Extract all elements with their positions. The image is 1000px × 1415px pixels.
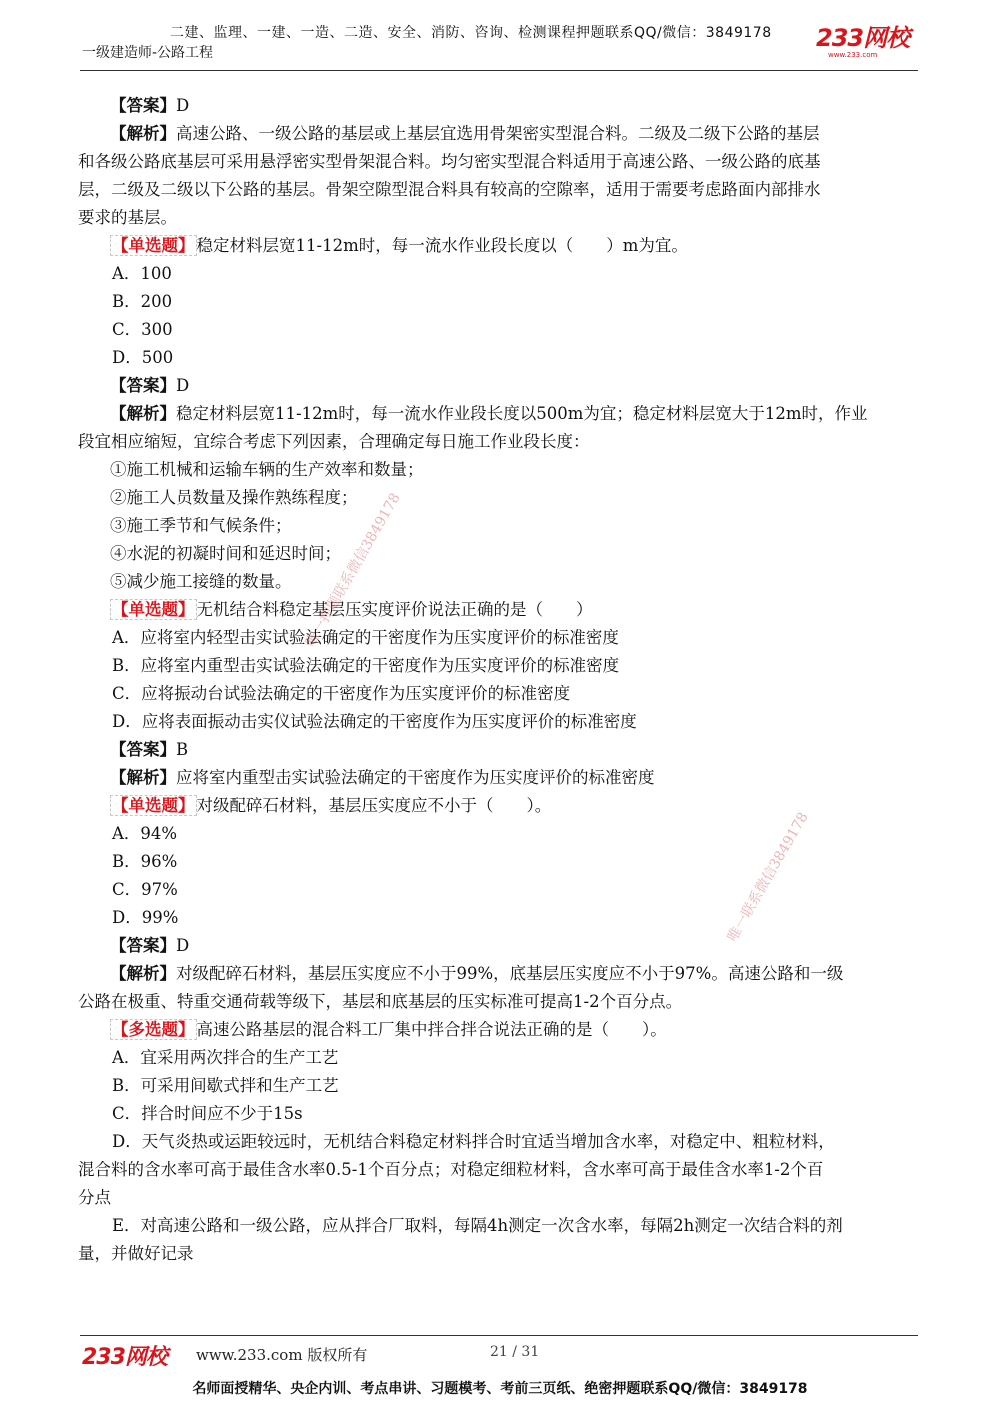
- analysis-factor: ①施工机械和运输车辆的生产效率和数量；: [110, 460, 424, 479]
- analysis-line: [78, 960, 926, 988]
- footer-contact-line: 名师面授精华、央企内训、考点串讲、习题模考、考前三页纸、绝密押题联系QQ/微信：3849178: [192, 1381, 808, 1397]
- analysis-label: 【解析】: [110, 964, 176, 983]
- question-option: D．500: [112, 348, 174, 367]
- analysis-label: 【解析】: [110, 124, 176, 143]
- page-number: 21 / 31: [490, 1344, 540, 1360]
- question-option: D．应将表面振动击实仪试验法确定的干密度作为压实度评价的标准密度: [112, 712, 637, 731]
- question-option-continued: 分点: [78, 1188, 111, 1207]
- answer-label: 【答案】: [110, 936, 176, 955]
- analysis-text: 稳定材料层宽11-12m时，每一流水作业段长度以500m为宜；稳定材料层宽大于12m时，作业: [176, 404, 868, 423]
- question-option: D．天气炎热或运距较远时，无机结合料稳定材料拌合时宜适当增加含水率，对稳定中、粗粒材料，: [112, 1132, 835, 1151]
- analysis-factor: ④水泥的初凝时间和延迟时间；: [110, 544, 341, 563]
- question-text: 稳定材料层宽11-12m时，每一流水作业段长度以（ ）m为宜。: [196, 236, 688, 255]
- analysis-text: 公路在极重、特重交通荷载等级下，基层和底基层的压实标准可提高1-2个百分点。: [78, 992, 683, 1011]
- question-option: B．96%: [112, 852, 178, 871]
- analysis-text: 应将室内重型击实试验法确定的干密度作为压实度评价的标准密度: [176, 768, 655, 787]
- answer-label: 【答案】: [110, 376, 176, 395]
- header-contact-line: 二建、监理、一建、一造、二造、安全、消防、咨询、检测课程押题联系QQ/微信：3849178: [170, 25, 772, 41]
- answer-value: D: [176, 376, 190, 395]
- question-option-continued: 混合料的含水率可高于最佳含水率0.5-1个百分点；对稳定细粒材料，含水率可高于最佳含水率1-2个百: [78, 1160, 824, 1179]
- analysis-label: 【解析】: [110, 768, 176, 787]
- question-option-continued: 量，并做好记录: [78, 1244, 194, 1263]
- answer-line: [78, 736, 926, 764]
- question-type-tag: 【单选题】: [112, 600, 195, 619]
- analysis-line: [78, 120, 926, 148]
- answer-line: [78, 932, 926, 960]
- analysis-line: [78, 400, 926, 428]
- analysis-text: 层，二级及二级以下公路的基层。骨架空隙型混合料具有较高的空隙率，适用于需要考虑路面内部排水: [78, 180, 821, 199]
- analysis-text: 高速公路、一级公路的基层或上基层宜选用骨架密实型混合料。二级及二级下公路的基层: [176, 124, 820, 143]
- question-type-tag: 【多选题】: [112, 1020, 195, 1039]
- analysis-factor: ②施工人员数量及操作熟练程度；: [110, 488, 358, 507]
- question-option: C．97%: [112, 880, 178, 899]
- question-stem: [78, 596, 926, 624]
- brand-logo-url: www.233.com: [828, 51, 878, 59]
- watermark-text: 唯一押题联系微信3849178: [302, 490, 404, 650]
- question-option: B．可采用间歇式拌和生产工艺: [112, 1076, 339, 1095]
- analysis-factor: ⑤减少施工接缝的数量。: [110, 572, 292, 591]
- brand-logo-text: 233网校: [816, 24, 910, 52]
- question-option: A．应将室内轻型击实试验法确定的干密度作为压实度评价的标准密度: [112, 628, 619, 647]
- question-option: A．100: [112, 264, 172, 283]
- footer-divider: [80, 1335, 918, 1336]
- answer-value: D: [176, 936, 190, 955]
- question-type-tag: 【单选题】: [112, 236, 195, 255]
- answer-line: [78, 92, 926, 120]
- header-subject: 一级建造师-公路工程: [82, 45, 214, 61]
- question-option: C．300: [112, 320, 173, 339]
- analysis-label: 【解析】: [110, 404, 176, 423]
- analysis-text: 和各级公路底基层可采用悬浮密实型骨架混合料。均匀密实型混合料适用于高速公路、一级公路的底基: [78, 152, 821, 171]
- header-divider: [80, 70, 918, 71]
- analysis-text: 段宜相应缩短，宜综合考虑下列因素，合理确定每日施工作业段长度：: [78, 432, 590, 451]
- analysis-factor: ③施工季节和气候条件；: [110, 516, 292, 535]
- question-option: A．宜采用两次拌合的生产工艺: [112, 1048, 339, 1067]
- answer-label: 【答案】: [110, 740, 176, 759]
- answer-value: D: [176, 96, 190, 115]
- analysis-line: [78, 764, 926, 792]
- question-text: 对级配碎石材料，基层压实度应不小于（ ）。: [196, 796, 552, 815]
- question-option: D．99%: [112, 908, 179, 927]
- question-option: B．应将室内重型击实试验法确定的干密度作为压实度评价的标准密度: [112, 656, 620, 675]
- question-type-tag: 【单选题】: [112, 796, 195, 815]
- question-text: 高速公路基层的混合料工厂集中拌合拌合说法正确的是（ ）。: [196, 1020, 667, 1039]
- brand-logo[interactable]: [816, 26, 926, 66]
- answer-line: [78, 372, 926, 400]
- question-text: 无机结合料稳定基层压实度评价说法正确的是（ ）: [196, 600, 593, 619]
- question-option: C．拌合时间应不少于15s: [112, 1104, 303, 1123]
- question-option: C．应将振动台试验法确定的干密度作为压实度评价的标准密度: [112, 684, 571, 703]
- answer-label: 【答案】: [110, 96, 176, 115]
- document-body: [78, 92, 926, 1268]
- question-option: E．对高速公路和一级公路，应从拌合厂取料，每隔4h测定一次含水率，每隔2h测定一次结合料的剂: [112, 1216, 843, 1235]
- footer-copyright: www.233.com 版权所有: [196, 1346, 368, 1364]
- analysis-text: 要求的基层。: [78, 208, 177, 227]
- question-stem: [78, 232, 926, 260]
- question-stem: [78, 1016, 926, 1044]
- question-option: B．200: [112, 292, 173, 311]
- answer-value: B: [176, 740, 189, 759]
- footer-logo[interactable]: 233网校: [82, 1345, 167, 1370]
- watermark-text: 唯一联系微信3849178: [724, 809, 812, 945]
- analysis-text: 对级配碎石材料，基层压实度应不小于99%，底基层压实度应不小于97%。高速公路和一级: [176, 964, 844, 983]
- question-option: A．94%: [112, 824, 178, 843]
